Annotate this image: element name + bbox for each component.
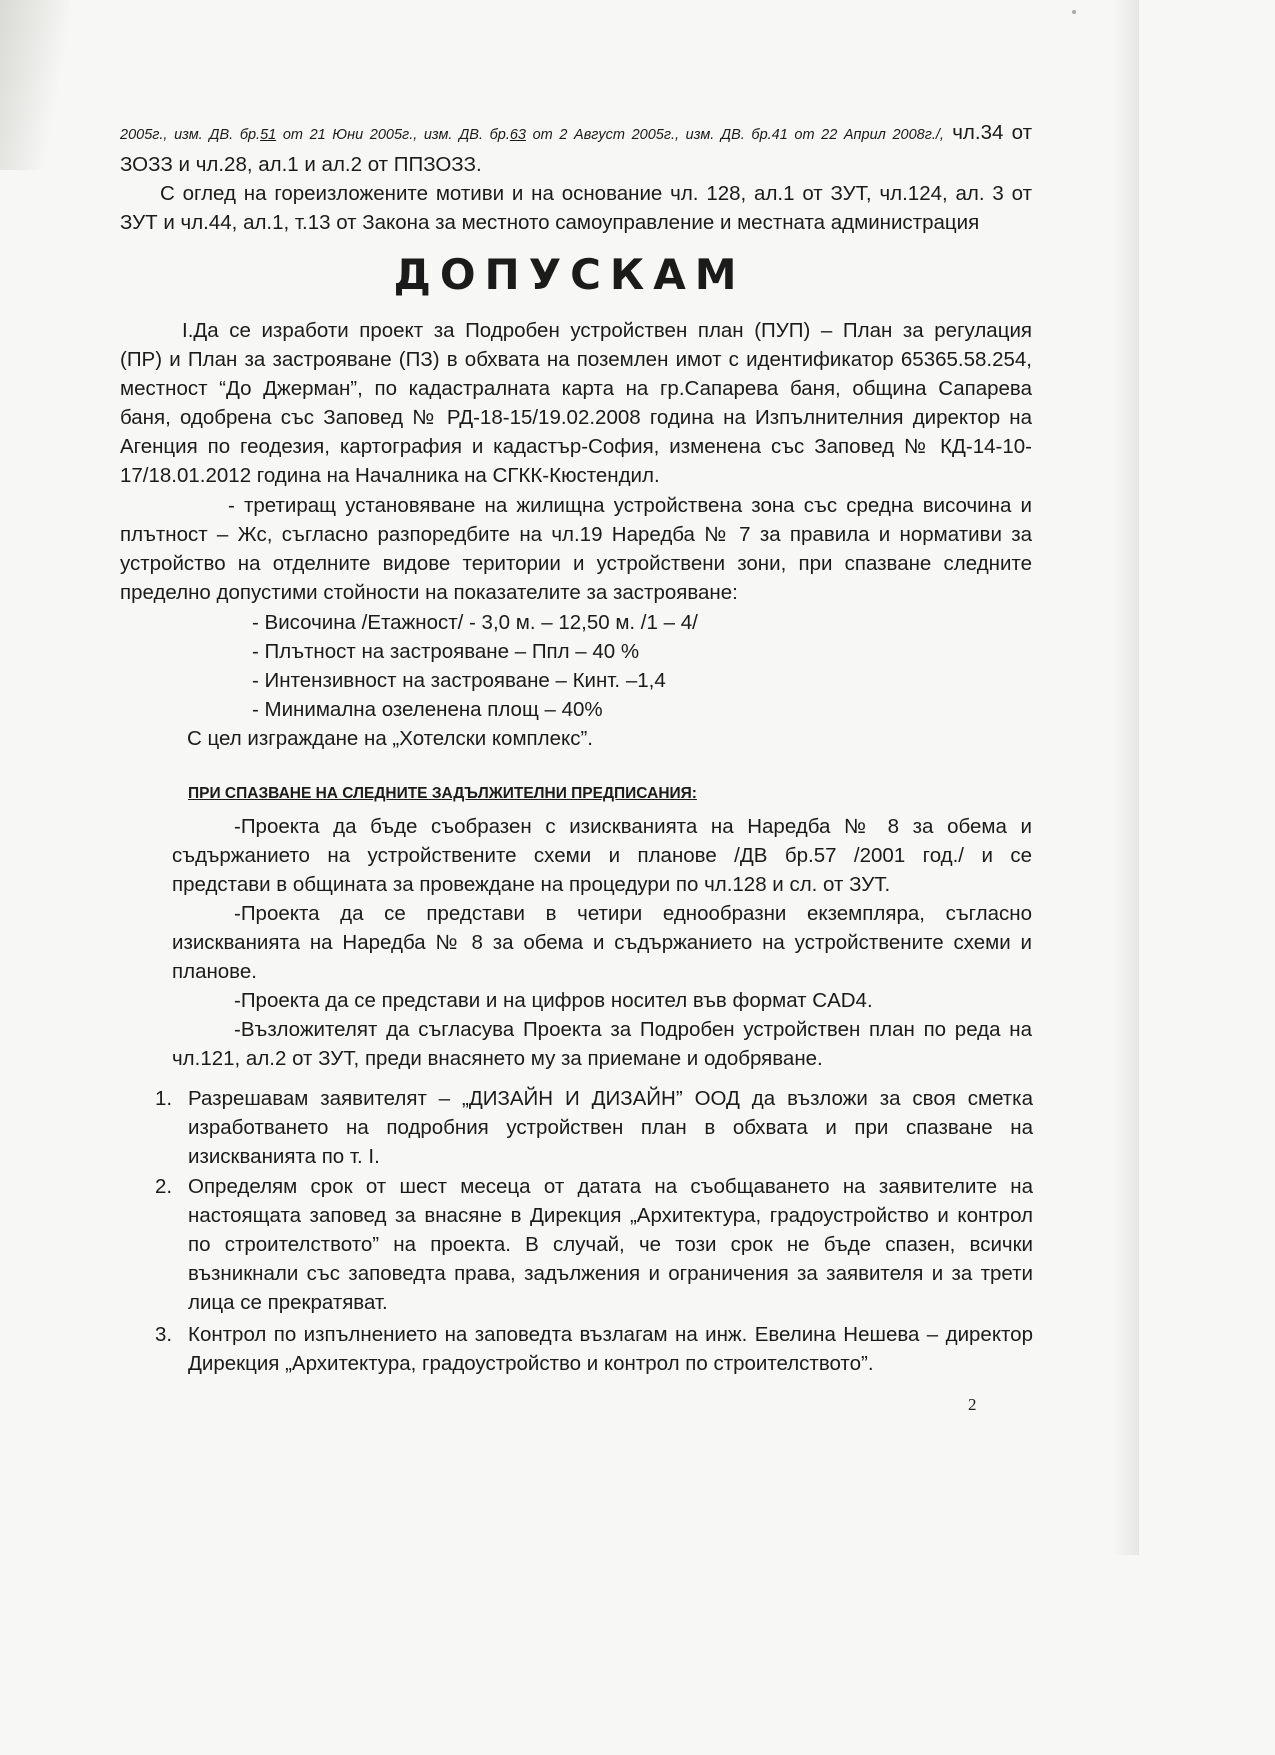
gazette-num-51: 51 <box>260 127 277 143</box>
zone-line: пределно допустими стойности на показателите за застрояване: <box>120 581 738 604</box>
list-line: възникнали със заповедта права, задължения и ограничения за заявителя и за трети <box>188 1262 1033 1285</box>
requirement-line: -Възложителят да съгласува Проекта за Подробен устройствен план по реда на <box>234 1018 1032 1041</box>
section-i-line: I.Да се изработи проект за Подробен устройствен план (ПУП) – План за регулация <box>182 319 1032 342</box>
requirement-line: съдържанието на устройствените схеми и планове /ДВ бр.57 /2001 год./ и се <box>172 844 1032 867</box>
intro-line-2: ЗОЗЗ и чл.28, ал.1 и ал.2 от ППЗОЗЗ. <box>120 153 482 176</box>
section-i-line: (ПР) и План за застрояване (ПЗ) в обхвата на поземлен имот с идентификатор 65365.58.254, <box>120 348 1032 371</box>
gazette-ref-2: от 21 Юни 2005г., изм. ДВ. бр. <box>276 127 510 143</box>
order-heading: ДОПУСКАМ <box>393 250 746 299</box>
page-number: 2 <box>968 1395 977 1414</box>
indicator-density: - Плътност на застрояване – Ппл – 40 % <box>252 640 640 663</box>
intro-line-3: С оглед на гореизложените мотиви и на основание чл. 128, ал.1 от ЗУТ, чл.124, ал. 3 от <box>160 182 1032 205</box>
section-i-line: баня, одобрена със Заповед № РД-18-15/19.02.2008 година на Изпълнителния директор на <box>120 406 1032 429</box>
requirements-list <box>172 812 1032 1073</box>
list-number: 1. <box>155 1087 173 1110</box>
gazette-ref-3: от 2 Август 2005г., изм. ДВ. бр.41 от 22 Април 2008г./, <box>525 127 944 143</box>
requirements-title: ПРИ СПАЗВАНЕ НА СЛЕДНИТЕ ЗАДЪЛЖИТЕЛНИ ПРЕДПИСАНИЯ: <box>188 785 697 802</box>
purpose-text: С цел изграждане на „Хотелски комплекс”. <box>187 727 593 750</box>
zone-paragraph <box>120 491 1032 607</box>
scan-shadow-right <box>1113 0 1139 1555</box>
indicator-list <box>252 608 852 724</box>
indicator-green-area: - Минимална озеленена площ – 40% <box>252 698 603 721</box>
gazette-num-63: 63 <box>509 127 526 143</box>
list-line: изискванията по т. I. <box>188 1145 380 1168</box>
section-i-line: Агенция по геодезия, картография и кадастър-София, изменена със Заповед № КД-14-10- <box>120 435 1032 458</box>
gazette-ref-1: 2005г., изм. ДВ. бр. <box>120 127 261 143</box>
requirement-line: представи в общината за провеждане на процедури по чл.128 и сл. от ЗУТ. <box>172 873 891 896</box>
list-line: Контрол по изпълнението на заповедта възлагам на инж. Евелина Нешева – директор <box>188 1323 1033 1346</box>
list-number: 3. <box>155 1323 173 1346</box>
scan-speck <box>1072 10 1076 14</box>
list-line: Определям срок от шест месеца от датата на съобщаването на заявителите на <box>188 1175 1033 1198</box>
list-line: лица се прекратяват. <box>188 1291 388 1314</box>
list-line: изработването на подробния устройствен план в обхвата и при спазване на <box>188 1116 1033 1139</box>
section-i-line: местност “До Джерман”, по кадастралната карта на гр.Сапарева баня, община Сапарева <box>120 377 1032 400</box>
intro-line-4: ЗУТ и чл.44, ал.1, т.13 от Закона за местното самоуправление и местната администрация <box>120 211 980 234</box>
intro-block <box>120 118 1032 237</box>
indicator-intensity: - Интензивност на застрояване – Кинт. –1,4 <box>252 669 666 692</box>
intro-line-1-tail: чл.34 от <box>943 121 1032 144</box>
list-line: настоящата заповед за внасяне в Дирекция „Архитектура, градоустройство и контрол <box>188 1204 1033 1227</box>
zone-line: устройство на отделните видове територии и устройствени зони, при спазване следните <box>120 552 1032 575</box>
intro-line-1 <box>120 118 1032 150</box>
purpose-line <box>187 724 787 753</box>
list-line: по строителството” на проекта. В случай, че този срок не бъде спазен, всички <box>188 1233 1033 1256</box>
zone-line: - третиращ установяване на жилищна устройствена зона със средна височина и <box>228 494 1032 517</box>
section-i <box>120 316 1032 490</box>
requirement-line: изискванията на Наредба № 8 за обема и съдържанието на устройствените схеми и <box>172 931 1032 954</box>
indicator-height: - Височина /Етажност/ - 3,0 м. – 12,50 м. /1 – 4/ <box>252 611 698 634</box>
requirement-line: планове. <box>172 960 257 983</box>
list-line: Разрешавам заявителят – „ДИЗАЙН И ДИЗАЙН” ООД да възложи за своя сметка <box>188 1087 1033 1110</box>
requirement-line: -Проекта да се представи и на цифров носител във формат CAD4. <box>234 989 873 1012</box>
zone-line: плътност – Жс, съгласно разпоредбите на чл.19 Наредба № 7 за правила и нормативи за <box>120 523 1032 546</box>
list-line: Дирекция „Архитектура, градоустройство и контрол по строителството”. <box>188 1352 874 1375</box>
requirement-line: -Проекта да се представи в четири еднообразни екземпляра, съгласно <box>234 902 1032 925</box>
list-number: 2. <box>155 1175 173 1198</box>
scan-shadow-left <box>0 0 70 170</box>
requirement-line: -Проекта да бъде съобразен с изискванията на Наредба № 8 за обема и <box>234 815 1032 838</box>
requirement-line: чл.121, ал.2 от ЗУТ, преди внасянето му за приемане и одобряване. <box>172 1047 823 1070</box>
section-i-line: 17/18.01.2012 година на Началника на СГКК-Кюстендил. <box>120 464 660 487</box>
